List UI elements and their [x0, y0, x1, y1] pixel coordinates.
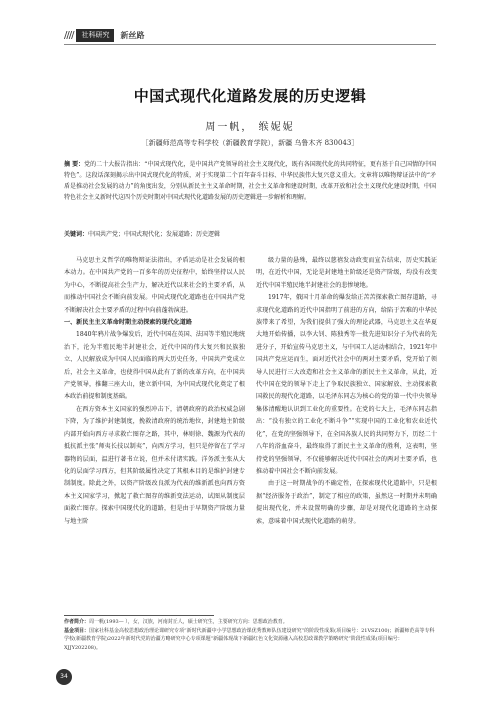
- right-column: [256, 255, 437, 528]
- footnote: [64, 618, 436, 652]
- authors: 周一帆， 缑妮妮: [205, 122, 295, 133]
- fund-text: 国家社科基金高校思想政治理论课研究专项“新时代新疆中小学思想政治课优秀教师队伍建设研究”的阶段性成果(项目编号：21VSZ100)；新疆师范高等专科学校(新疆教育学院)2022年新时代党的治疆方略研究中心专项课题“新疆体现战下新疆红色文化资源融入高校思政课教学策略研究”阶段性成果(项目编号：XJJY202208)。: [64, 627, 435, 651]
- keywords: [64, 229, 436, 240]
- paragraph: 在西方资本主义国家的强烈冲击下，清朝政府的政治权威急剧下降，为了维护封建制度，挽救清政府的统治地位，封建地主阶级内部开始向西方寻求救亡图存之路，其中，林则徐、魏源为代表的抵抗派主张“师夷长技以制夷”，向西方学习，但只是停留在了学习器物的层面，温进行著书立说，但并未付诸实践。洋务派主张从大化的层面学习西方，但其阶级属性决定了其根本目的是维护封建专制制度。除此之外，以资产阶级改良派为代表的维新派也向西方资本主义国家学习，掀起了救亡图存的维新变法运动，试图从制度层面救亡图存。探索中国现代化的道路，但是由于早期资产阶级力量与地主阶: [64, 405, 245, 525]
- page-number: 34: [56, 669, 72, 685]
- column-tag: 社科研究: [76, 29, 114, 42]
- paragraph: 1840年鸦片战争爆发后，近代中国在英国、法国等半殖民地统治下，沦为半殖民地半封建社会，近代中国的伟大复兴和民族独立、人民解放成为中国人民面临的两大历史任务，中国共产党成立后，社会主义革命，也使得中国从此有了新的改革方向，在中国共产党领导，推翻三座大山，建立新中国，为中国式现代化奠定了根本政治前提和制度基础。: [64, 331, 245, 401]
- footnote-rule: [64, 615, 214, 616]
- abstract: [64, 159, 436, 203]
- header-rule: [64, 44, 436, 45]
- paragraph: 级力量的悬殊，最终以慈禧发动政变而宣告结束，历史实践证明，在近代中国，无论是封建地主阶级还是资产阶级，均没有改变近代中国半殖民地半封建社会的悲惨境地。: [256, 257, 437, 289]
- fund-label: 基金项目：: [64, 627, 90, 634]
- fund-info: [64, 627, 436, 653]
- abstract-text: 党的二十大报告指出：“中国式现代化，是中国共产党领导的社会主义现代化，既有各国现代化的共同特征，更有基于自己国情的中国特色”。这段话深刻揭示出中国式现代化的特质，对于实现第二个百年奋斗目标、中华民族伟大复兴意义重大。文章将以唯物辩证法中的“矛盾是推动社会发展的动力”的角度出发，分别从新民主主义革命时期，社会主义革命和建设时期，改革开放和社会主义现代化建设时期，中国特色社会主义新时代这四个历史时期对中国式现代化道路发展的历史逻辑进一步解析和理解。: [64, 161, 437, 201]
- keywords-label: 关键词：: [64, 231, 89, 238]
- section-heading: 一、新民主主义革命时期主动探索的现代化道路: [64, 319, 192, 327]
- column-subtitle: 新丝路: [120, 30, 145, 40]
- abstract-label: 摘 要：: [64, 161, 85, 168]
- article-title: 中国式现代化道路发展的历史逻辑: [133, 87, 367, 105]
- paragraph: 马克思主义哲学的唯物辩证法指出，矛盾运动是社会发展的根本动力。在中国共产党的一百多年的历史征程中，始终坚持以人民为中心，不断提高社会生产力，解决近代以来社会的主要矛盾，从而推动中国社会不断向前发展。中国式现代化道路也在中国共产党不断解决社会主要矛盾的过程中向前蓬勃演进。: [64, 257, 245, 314]
- author-label: 作者简介：: [64, 619, 90, 625]
- paragraph: 1917年，俄国十月革命的爆发给正苦苦探索救亡图存道路，寻求现代化道路的近代中国指明了前进的方向，给陷于苦难的中华民族带来了希望，为我们提供了强大的理论武器，马克思主义在华夏大地开始传播，以李大钊、陈独秀等一批先进知识分子为代表的先进分子，开始宣传马克思主义，与中国工人运动相结合，1921年中国共产党应运而生，面对近代社会中的两对主要矛盾，党开始了领导人民进行三大改造和社会主义革命的新民主主义革命，从此，近代中国在党的领导下走上了争取民族独立、国家解放、主动探索救国救民的现代化道路，以毛泽东同志为核心的党的第一代中央领导集体清醒地认识到工业化的重要性。在党的七大上，毛泽东同志指出：“没有独立的工业化不断斗争”“实现中国的工业化和农业近代化”，在党的坚强领导下，在全国各族人民的共同努力下，历经二十八年的浴血奋斗，最终取得了新民主主义革命的胜利，这表明，坚持党的坚强领导，不仅能够解决近代中国社会的两对主要矛盾，也推动着中国社会不断向前发展。: [256, 294, 437, 475]
- author-text: 周一帆(1993— ），女，汉族，河南封丘人，硕士研究生，主要研究方向：思想政治教育。: [89, 619, 288, 625]
- header-slashes: ////: [64, 29, 74, 41]
- author-bio: [64, 618, 436, 627]
- affiliation: ［新疆师范高等专科学校（新疆教育学院），新疆 乌鲁木齐 830043］: [141, 139, 359, 147]
- left-column: [64, 255, 245, 528]
- column-header: [64, 28, 144, 42]
- paragraph: 由于这一时期战争的不确定性，在探索现代化道路中，只是根据“经济服务于政治”，制定了相应的政策，虽然这一时期并未明确提出现代化，并未设置明确的步骤，却是对现代化道路的主动探索，意味着中国式现代化道路的萌芽。: [256, 480, 437, 525]
- keywords-text: 中国共产党；中国式现代化；发展道路；历史逻辑: [88, 231, 221, 238]
